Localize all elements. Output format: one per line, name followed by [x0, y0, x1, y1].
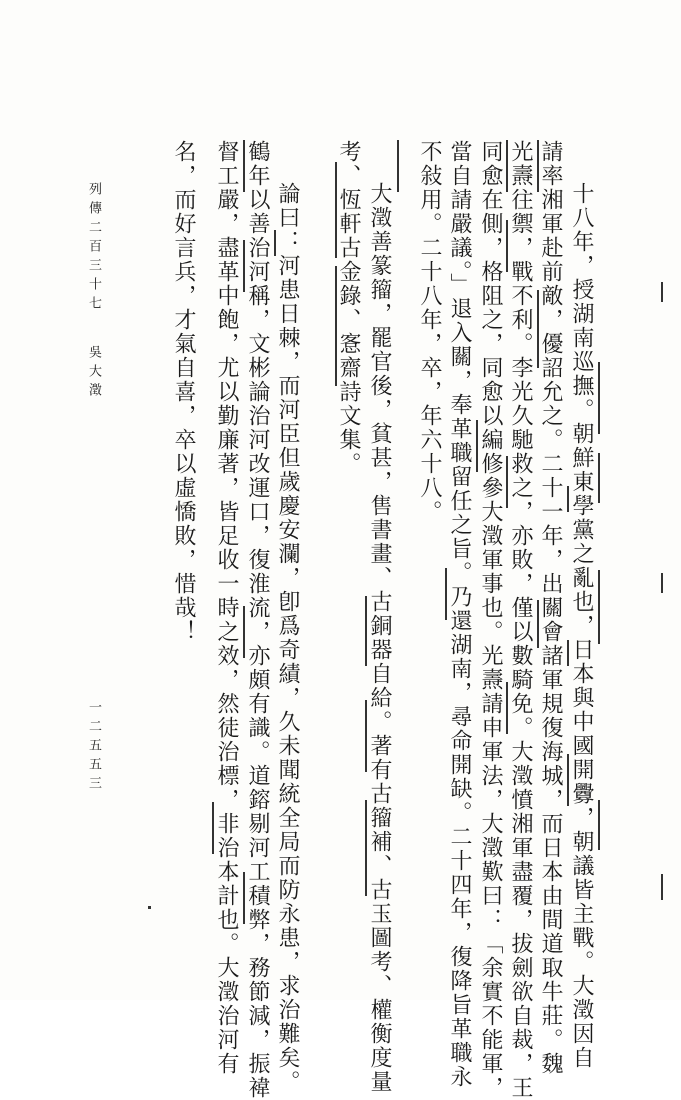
proper-name-mark — [567, 640, 569, 666]
proper-name-mark — [365, 800, 367, 896]
text-column-4: 同愈在側，格阻之，同愈以編修參大澂軍事也。光燾請申軍法，大澂歎曰：「余實不能軍， — [478, 140, 503, 1100]
scan-speck — [661, 573, 663, 593]
proper-name-mark — [567, 486, 569, 512]
text-column-3: 光燾往禦，戰不利。李光久馳救之，亦敗，僅以數騎免。大澂憤湘軍盡覆，拔劍欲自裁，王 — [508, 140, 533, 1100]
text-column-8: 考、恆軒古金錄、愙齋詩文集。 — [336, 140, 361, 476]
text-column-6: 不敍用。二十八年，卒，年六十八。 — [417, 140, 442, 524]
scan-speck — [148, 906, 151, 909]
text-column-5: 當自請嚴議。」退入關，奉革職留任之旨。乃還湖南，尋命開缺。二十四年，復降旨革職永 — [447, 140, 472, 1089]
text-column-9: 論曰：河患日棘，而河臣但歲慶安瀾，卽爲奇績，久未聞統全局而防永患，求治難矣。 — [275, 182, 300, 1094]
proper-name-mark — [212, 802, 214, 854]
proper-name-mark — [445, 568, 447, 620]
scan-speck — [661, 874, 663, 900]
proper-name-mark — [243, 606, 245, 658]
proper-name-mark — [365, 700, 367, 772]
proper-name-mark — [506, 220, 508, 272]
text-column-11: 督工嚴，盡革中飽，尤以勤廉著，皆足收一時之效，然徒治標，非治本計也。大澂治河有 — [214, 140, 239, 1076]
proper-name-mark — [243, 240, 245, 292]
proper-name-mark — [598, 453, 600, 503]
proper-name-mark — [567, 754, 569, 806]
proper-name-mark — [243, 872, 245, 924]
proper-name-mark — [243, 140, 245, 192]
proper-name-mark — [506, 456, 508, 508]
text-column-12: 名，而好言兵，才氣自喜，卒以虛憍敗，惜哉！ — [171, 140, 196, 644]
text-column-2: 請率湘軍赴前敵，優詔允之。二十一年，出關會諸軍規復海城，而日本由間道取牛莊。魏 — [538, 140, 563, 1076]
proper-name-mark — [506, 682, 508, 734]
proper-name-mark — [598, 800, 600, 850]
text-column-10: 鶴年以善治河稱，文彬論治河改運口，復淮流，亦頗有識。道鎔剔河工積弊，務節減，振褘 — [245, 140, 270, 1100]
proper-name-mark — [537, 290, 539, 368]
proper-name-mark — [335, 162, 337, 258]
proper-name-mark — [274, 230, 276, 256]
text-column-1: 十八年，授湖南巡撫。朝鮮東學黨之亂也，日本與中國開釁，朝議皆主戰。大澂因自 — [569, 182, 594, 1070]
proper-name-mark — [365, 596, 367, 666]
proper-name-mark — [476, 420, 478, 472]
text-column-7: 大澂善篆籀，罷官後，貧甚，售書畫、古銅器自給。著有古籀補、古玉圖考、權衡度量 — [367, 182, 392, 1094]
proper-name-mark — [537, 600, 539, 648]
running-header-name: 吳大澂 — [86, 345, 101, 402]
proper-name-mark — [598, 362, 600, 434]
proper-name-mark — [397, 140, 399, 192]
proper-name-mark — [335, 266, 337, 386]
proper-name-mark — [598, 570, 600, 644]
proper-name-mark — [537, 140, 539, 192]
page-number: 一二五五三 — [86, 700, 101, 795]
scan-speck — [661, 282, 663, 302]
proper-name-mark — [506, 140, 508, 192]
running-header-section: 列傳二百三十七 — [86, 182, 101, 315]
